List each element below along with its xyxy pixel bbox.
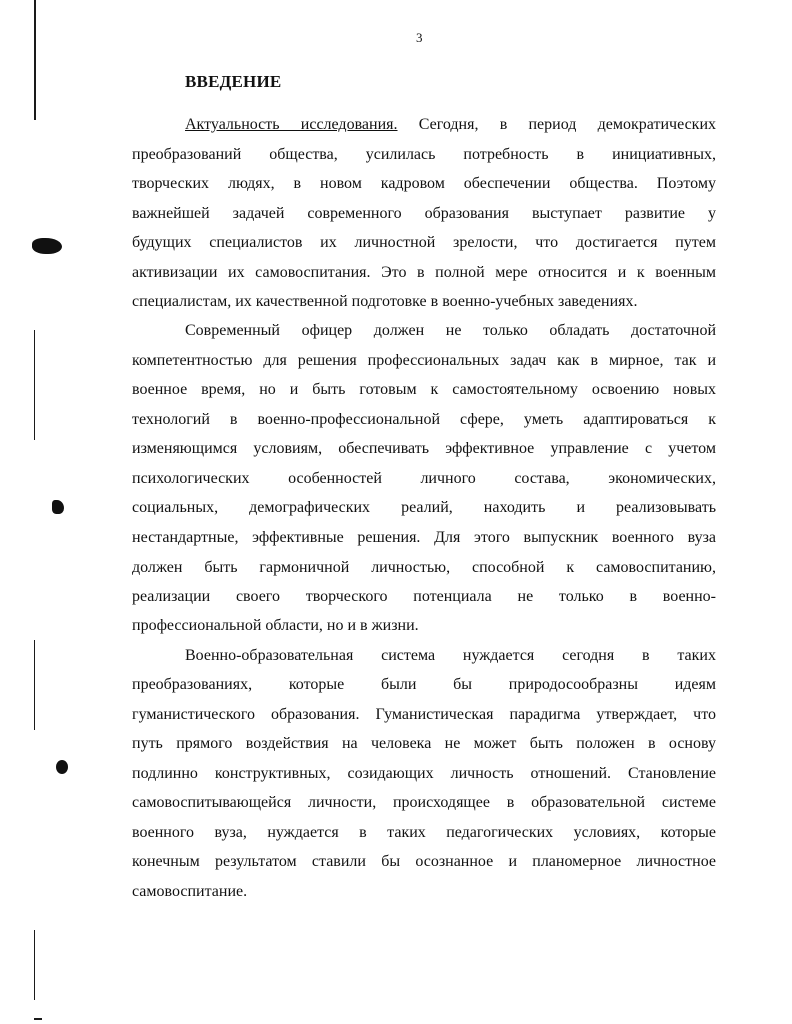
binder-hole-mark-3	[56, 760, 68, 774]
paragraph-2-line-1: Современный офицер должен не только обладать достаточной	[185, 322, 716, 339]
scan-corner-mark	[34, 1018, 42, 1020]
paragraph-1-line-4: важнейшей задачей современного образования выступает развитие у	[132, 205, 716, 222]
binder-hole-mark-1	[32, 238, 62, 254]
scan-edge-lower	[34, 640, 35, 730]
paragraph-1-line-1-text: Сегодня, в период демократических	[397, 116, 717, 133]
paragraph-3-line-2: преобразованиях, которые были бы природосообразны идеям	[132, 676, 716, 693]
binder-hole-mark-2	[52, 500, 64, 514]
page-heading: ВВЕДЕНИЕ	[185, 72, 282, 91]
paragraph-2-line-4: технологий в военно-профессиональной сфере, уметь адаптироваться к	[132, 411, 716, 428]
scan-edge-bottom	[34, 930, 35, 1000]
paragraph-2-line-5: изменяющимся условиям, обеспечивать эффективное управление с учетом	[132, 440, 716, 457]
paragraph-2-line-2: компетентностью для решения профессиональных задач как в мирное, так и	[132, 352, 716, 369]
paragraph-1-line-2: преобразований общества, усилилась потребность в инициативных,	[132, 146, 716, 163]
paragraph-1-line-6: активизации их самовоспитания. Это в полной мере относится и к военным	[132, 264, 716, 281]
paragraph-1-line-1	[185, 114, 716, 136]
paragraph-3-line-1: Военно-образовательная система нуждается сегодня в таких	[185, 647, 716, 664]
paragraph-2-line-9: должен быть гармоничной личностью, способной к самовоспитанию,	[132, 559, 716, 576]
paragraph-1-line-7: специалистам, их качественной подготовке в военно-учебных заведениях.	[132, 293, 638, 310]
paragraph-3-line-6: самовоспитывающейся личности, происходящее в образовательной системе	[132, 794, 716, 811]
paragraph-3-line-9: самовоспитание.	[132, 883, 248, 900]
paragraph-2-line-11: профессиональной области, но и в жизни.	[132, 617, 419, 634]
scan-edge-top	[34, 0, 36, 120]
paragraph-1-line-5: будущих специалистов их личностной зрелости, что достигается путем	[132, 234, 716, 251]
paragraph-2-line-3: военное время, но и быть готовым к самостоятельному освоению новых	[132, 381, 716, 398]
paragraph-2-line-10: реализации своего творческого потенциала не только в военно-	[132, 588, 716, 605]
relevance-lead: Актуальность исследования.	[185, 116, 398, 133]
paragraph-2-line-7: социальных, демографических реалий, находить и реализовывать	[132, 499, 716, 516]
paragraph-3-line-5: подлинно конструктивных, созидающих личность отношений. Становление	[132, 765, 716, 782]
paragraph-2-line-8: нестандартные, эффективные решения. Для этого выпускник военного вуза	[132, 529, 716, 546]
paragraph-2-line-6: психологических особенностей личного состава, экономических,	[132, 470, 716, 487]
paragraph-3-line-8: конечным результатом ставили бы осознанное и планомерное личностное	[132, 853, 716, 870]
page-number: 3	[416, 30, 423, 45]
paragraph-3-line-4: путь прямого воздействия на человека не может быть положен в основу	[132, 735, 716, 752]
paragraph-3-line-7: военного вуза, нуждается в таких педагогических условиях, которые	[132, 824, 716, 841]
paragraph-3-line-3: гуманистического образования. Гуманистическая парадигма утверждает, что	[132, 706, 716, 723]
scan-edge-mid	[34, 330, 35, 440]
paragraph-1-line-3: творческих людях, в новом кадровом обеспечении общества. Поэтому	[132, 175, 716, 192]
